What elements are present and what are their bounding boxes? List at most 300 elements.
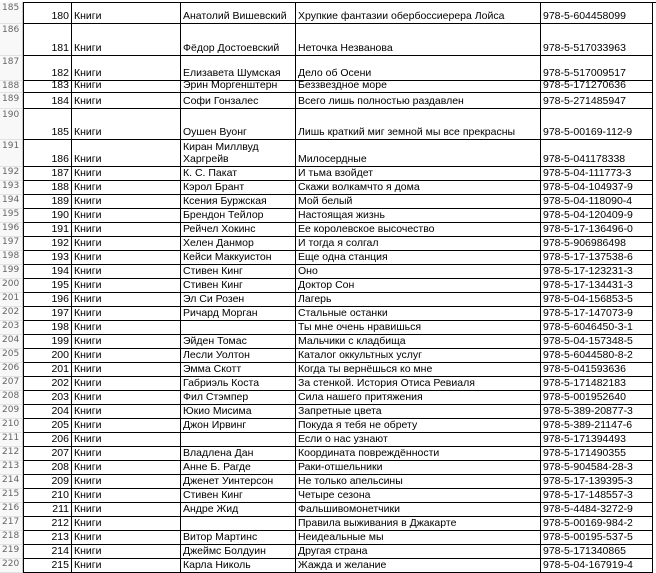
cell-id[interactable] [23,209,72,223]
row-number-header[interactable] [0,321,23,335]
cell-isbn[interactable] [541,461,653,475]
cell-id-text: 180 [51,10,69,22]
cell-title[interactable] [296,237,541,251]
cell-id[interactable] [23,195,72,209]
table-row [0,475,656,489]
cell-author[interactable] [181,461,296,475]
row-number-label: 185 [2,3,20,13]
cell-id[interactable] [23,307,72,321]
cell-author-text: Брендон Тейлор [183,209,264,221]
cell-id[interactable] [23,279,72,293]
cell-id[interactable] [23,363,72,377]
cell-author[interactable] [181,559,296,573]
cell-id[interactable] [23,377,72,391]
row-number-header[interactable] [0,223,23,237]
cell-author[interactable] [181,223,296,237]
cell-author[interactable] [181,293,296,307]
cell-title[interactable] [296,405,541,419]
cell-isbn-text: 978-5-17-147073-9 [543,307,633,319]
cell-title[interactable] [296,293,541,307]
cell-author[interactable] [181,167,296,181]
cell-isbn-text: 978-5-171490355 [543,447,626,459]
cell-isbn[interactable] [541,140,653,167]
cell-title[interactable] [296,265,541,279]
cell-id[interactable] [23,56,72,81]
cell-category[interactable] [72,321,181,335]
cell-author[interactable] [181,391,296,405]
cell-isbn[interactable] [541,335,653,349]
cell-author[interactable] [181,279,296,293]
cell-title[interactable] [296,279,541,293]
cell-category[interactable] [72,391,181,405]
cell-isbn[interactable] [541,223,653,237]
cell-title-text: Ее королевское высочество [298,223,435,235]
cell-id-text: 196 [51,293,69,305]
cell-title[interactable] [296,447,541,461]
cell-category[interactable] [72,461,181,475]
cell-isbn-text: 978-5-04-104937-9 [543,181,633,193]
table-row [0,279,656,293]
cell-author[interactable] [181,517,296,531]
cell-category[interactable] [72,81,181,93]
row-number-header[interactable] [0,349,23,363]
cell-isbn-text: 978-5-17-123231-3 [543,265,633,277]
cell-author[interactable] [181,363,296,377]
cell-category-text: Книги [74,209,102,221]
row-number-label: 209 [2,405,20,415]
cell-isbn[interactable] [541,377,653,391]
cell-isbn[interactable] [541,391,653,405]
row-number-header[interactable] [0,237,23,251]
row-number-label: 220 [2,559,20,569]
cell-isbn-text: 978-5-041593636 [543,363,626,375]
cell-title[interactable] [296,475,541,489]
cell-category[interactable] [72,195,181,209]
cell-isbn[interactable] [541,237,653,251]
cell-category[interactable] [72,265,181,279]
cell-id[interactable] [23,391,72,405]
cell-title[interactable] [296,517,541,531]
cell-author[interactable] [181,377,296,391]
cell-isbn[interactable] [541,251,653,265]
cell-id[interactable] [23,167,72,181]
cell-id[interactable] [23,265,72,279]
cell-title-text: Скажи волкамчто я дома [298,181,420,193]
row-number-header[interactable] [0,181,23,195]
cell-isbn-text: 978-5-00195-537-5 [543,531,633,543]
row-number-header[interactable] [0,531,23,545]
cell-isbn[interactable] [541,265,653,279]
cell-author[interactable] [181,349,296,363]
row-number-header[interactable] [0,24,23,56]
cell-author-text: Кейси Маккуистон [183,251,272,263]
row-number-header[interactable] [0,265,23,279]
cell-title[interactable] [296,503,541,517]
cell-author[interactable] [181,209,296,223]
cell-author[interactable] [181,181,296,195]
cell-title[interactable] [296,377,541,391]
cell-id-text: 205 [51,419,69,431]
cell-category[interactable] [72,209,181,223]
cell-title[interactable] [296,531,541,545]
cell-title[interactable] [296,461,541,475]
row-number-header[interactable] [0,489,23,503]
cell-author[interactable] [181,81,296,93]
cell-title[interactable] [296,93,541,109]
cell-category[interactable] [72,503,181,517]
row-number-header[interactable] [0,307,23,321]
cell-id[interactable] [23,293,72,307]
row-number-header[interactable] [0,461,23,475]
cell-category[interactable] [72,335,181,349]
row-number-header[interactable] [0,109,23,140]
cell-id[interactable] [23,93,72,109]
cell-isbn[interactable] [541,447,653,461]
cell-title[interactable] [296,2,541,24]
cell-id-text: 193 [51,251,69,263]
cell-title[interactable] [296,489,541,503]
cell-author[interactable] [181,265,296,279]
cell-author[interactable] [181,237,296,251]
table-row [0,517,656,531]
cell-category-text: Книги [74,10,102,22]
row-number-label: 202 [2,307,20,317]
cell-author[interactable] [181,307,296,321]
row-number-header[interactable] [0,405,23,419]
cell-isbn[interactable] [541,503,653,517]
cell-title-text: Настоящая жизнь [298,209,385,221]
cell-category[interactable] [72,181,181,195]
cell-author[interactable] [181,251,296,265]
table-row [0,545,656,559]
cell-author[interactable] [181,2,296,24]
cell-author-text: Эрин Моргенштерн [183,81,278,91]
row-number-label: 189 [2,94,20,104]
cell-category[interactable] [72,363,181,377]
table-row [0,209,656,223]
cell-id[interactable] [23,559,72,573]
row-number-label: 212 [2,447,20,457]
table-row [0,265,656,279]
cell-category[interactable] [72,279,181,293]
row-number-label: 201 [2,293,20,303]
cell-author[interactable] [181,447,296,461]
cell-category[interactable] [72,307,181,321]
row-number-label: 210 [2,419,20,429]
cell-category-text: Книги [74,95,102,107]
row-number-header[interactable] [0,517,23,531]
cell-title[interactable] [296,559,541,573]
cell-category[interactable] [72,140,181,167]
row-number-label: 217 [2,517,20,527]
cell-id[interactable] [23,503,72,517]
row-number-header[interactable] [0,293,23,307]
row-number-header[interactable] [0,475,23,489]
cell-category[interactable] [72,475,181,489]
row-number-header[interactable] [0,447,23,461]
row-number-header[interactable] [0,209,23,223]
cell-author[interactable] [181,93,296,109]
row-number-header[interactable] [0,56,23,81]
cell-author-text: Анатолий Вишевский [183,10,287,22]
row-number-label: 191 [2,141,20,151]
cell-title[interactable] [296,56,541,81]
table-row [0,195,656,209]
row-number-label: 211 [2,433,20,443]
cell-category[interactable] [72,349,181,363]
row-number-label: 204 [2,335,20,345]
row-number-header[interactable] [0,503,23,517]
cell-author[interactable] [181,433,296,447]
cell-isbn[interactable] [541,405,653,419]
cell-isbn[interactable] [541,419,653,433]
cell-category-text: Книги [74,405,102,417]
cell-author[interactable] [181,503,296,517]
cell-id[interactable] [23,433,72,447]
cell-isbn[interactable] [541,321,653,335]
row-number-header[interactable] [0,140,23,167]
cell-id[interactable] [23,419,72,433]
cell-isbn[interactable] [541,195,653,209]
cell-author[interactable] [181,531,296,545]
cell-author-text: Джон Ирвинг [183,419,247,431]
cell-id-text: 206 [51,433,69,445]
cell-isbn[interactable] [541,24,653,56]
cell-title-text: Четыре сезона [298,489,371,501]
cell-title[interactable] [296,307,541,321]
cell-isbn[interactable] [541,433,653,447]
cell-isbn-text: 978-5-04-120409-9 [543,209,633,221]
cell-isbn-text: 978-5-04-167919-4 [543,559,633,571]
cell-category[interactable] [72,223,181,237]
cell-title[interactable] [296,363,541,377]
cell-author[interactable] [181,56,296,81]
cell-category[interactable] [72,237,181,251]
cell-id[interactable] [23,461,72,475]
row-number-header[interactable] [0,419,23,433]
table-row [0,93,656,109]
cell-category-text: Книги [74,195,102,207]
cell-title[interactable] [296,335,541,349]
cell-id[interactable] [23,109,72,140]
row-number-header[interactable] [0,195,23,209]
row-number-header[interactable] [0,251,23,265]
cell-isbn-text: 978-5-04-118090-4 [543,195,633,207]
cell-category[interactable] [72,109,181,140]
cell-category[interactable] [72,433,181,447]
table-row [0,307,656,321]
cell-id[interactable] [23,475,72,489]
row-number-header[interactable] [0,391,23,405]
cell-isbn[interactable] [541,559,653,573]
row-number-header[interactable] [0,279,23,293]
cell-id[interactable] [23,321,72,335]
cell-isbn[interactable] [541,2,653,24]
row-number-header[interactable] [0,363,23,377]
cell-title-text: Ты мне очень нравишься [298,321,422,333]
cell-author-text: Ксения Буржская [183,195,267,207]
cell-isbn[interactable] [541,517,653,531]
cell-category-text: Книги [74,335,102,347]
cell-title-text: Хрупкие фантазии обербоссиерера Лойса [298,10,505,22]
row-number-header[interactable] [0,167,23,181]
cell-isbn[interactable] [541,531,653,545]
cell-isbn[interactable] [541,181,653,195]
row-number-header[interactable] [0,545,23,559]
cell-id-text: 198 [51,321,69,333]
cell-isbn[interactable] [541,93,653,109]
cell-author[interactable] [181,419,296,433]
cell-title[interactable] [296,321,541,335]
cell-title[interactable] [296,433,541,447]
cell-isbn[interactable] [541,81,653,93]
cell-category[interactable] [72,517,181,531]
cell-title[interactable] [296,140,541,167]
cell-isbn[interactable] [541,293,653,307]
cell-category[interactable] [72,377,181,391]
cell-id[interactable] [23,545,72,559]
row-number-header[interactable] [0,93,23,109]
cell-category[interactable] [72,559,181,573]
cell-category[interactable] [72,24,181,56]
cell-isbn[interactable] [541,349,653,363]
cell-id[interactable] [23,405,72,419]
cell-isbn[interactable] [541,167,653,181]
cell-title[interactable] [296,24,541,56]
cell-title-text: Координата повреждённости [298,447,440,459]
cell-author[interactable] [181,475,296,489]
cell-id[interactable] [23,140,72,167]
cell-category[interactable] [72,293,181,307]
cell-category[interactable] [72,489,181,503]
cell-id-text: 204 [51,405,69,417]
cell-isbn-text: 978-5-6044580-8-2 [543,349,633,361]
row-number-header[interactable] [0,433,23,447]
cell-id-text: 203 [51,391,69,403]
cell-id[interactable] [23,489,72,503]
cell-isbn[interactable] [541,545,653,559]
cell-isbn[interactable] [541,109,653,140]
cell-author[interactable] [181,335,296,349]
table-row [0,363,656,377]
row-number-header[interactable] [0,81,23,93]
cell-title-text: Лишь краткий миг земной мы все прекрасны [298,126,516,138]
cell-category[interactable] [72,56,181,81]
cell-author[interactable] [181,405,296,419]
cell-title[interactable] [296,391,541,405]
cell-author[interactable] [181,109,296,140]
cell-title[interactable] [296,167,541,181]
cell-category-text: Книги [74,126,102,138]
cell-isbn[interactable] [541,489,653,503]
cell-category[interactable] [72,405,181,419]
cell-title[interactable] [296,195,541,209]
cell-author-text: Оушен Вуонг [183,126,247,138]
cell-title[interactable] [296,209,541,223]
cell-category[interactable] [72,93,181,109]
row-number-header[interactable] [0,377,23,391]
cell-title[interactable] [296,81,541,93]
cell-isbn[interactable] [541,363,653,377]
cell-category[interactable] [72,251,181,265]
cell-category-text: Книги [74,167,102,179]
cell-id[interactable] [23,24,72,56]
cell-category[interactable] [72,545,181,559]
cell-id[interactable] [23,517,72,531]
cell-author-text: Юкио Мисима [183,405,252,417]
cell-title-text: Доктор Сон [298,279,355,291]
cell-id[interactable] [23,447,72,461]
cell-category[interactable] [72,447,181,461]
cell-isbn[interactable] [541,209,653,223]
row-number-header[interactable] [0,335,23,349]
row-number-label: 195 [2,209,20,219]
cell-id-text: 202 [51,377,69,389]
cell-id[interactable] [23,251,72,265]
cell-author[interactable] [181,489,296,503]
row-number-header[interactable] [0,2,23,24]
cell-title[interactable] [296,109,541,140]
cell-author[interactable] [181,140,296,167]
cell-title-text: Неточка Незванова [298,42,393,54]
cell-category-text: Книги [74,545,102,557]
table-row [0,559,656,573]
cell-title[interactable] [296,251,541,265]
table-row [0,503,656,517]
cell-author[interactable] [181,321,296,335]
cell-id[interactable] [23,181,72,195]
cell-author[interactable] [181,24,296,56]
cell-category[interactable] [72,167,181,181]
cell-title[interactable] [296,349,541,363]
cell-isbn[interactable] [541,307,653,321]
cell-id[interactable] [23,237,72,251]
table-row [0,237,656,251]
cell-title[interactable] [296,181,541,195]
cell-author-text: Стивен Кинг [183,279,243,291]
cell-isbn[interactable] [541,475,653,489]
cell-category[interactable] [72,2,181,24]
cell-title-text: Запретные цвета [298,405,382,417]
cell-id[interactable] [23,2,72,24]
cell-category-text: Книги [74,503,102,515]
row-number-label: 186 [2,25,20,35]
cell-author[interactable] [181,195,296,209]
cell-category[interactable] [72,419,181,433]
cell-category[interactable] [72,531,181,545]
cell-id[interactable] [23,335,72,349]
cell-title[interactable] [296,419,541,433]
cell-isbn-text: 978-5-171394493 [543,433,626,445]
cell-author-text: Кэрол Брант [183,181,245,193]
cell-title[interactable] [296,223,541,237]
cell-isbn[interactable] [541,56,653,81]
cell-title-text: Сила нашего притяжения [298,391,423,403]
cell-id[interactable] [23,531,72,545]
cell-author[interactable] [181,545,296,559]
table-row [0,109,656,140]
cell-title-text: И тогда я солгал [298,237,379,249]
cell-id[interactable] [23,223,72,237]
cell-title[interactable] [296,545,541,559]
cell-isbn[interactable] [541,279,653,293]
cell-category-text: Книги [74,349,102,361]
cell-author-text: Витор Мартинс [183,531,258,543]
cell-author-text: Анне Б. Рагде [183,461,251,473]
row-number-header[interactable] [0,559,23,573]
cell-id[interactable] [23,81,72,93]
cell-id[interactable] [23,349,72,363]
